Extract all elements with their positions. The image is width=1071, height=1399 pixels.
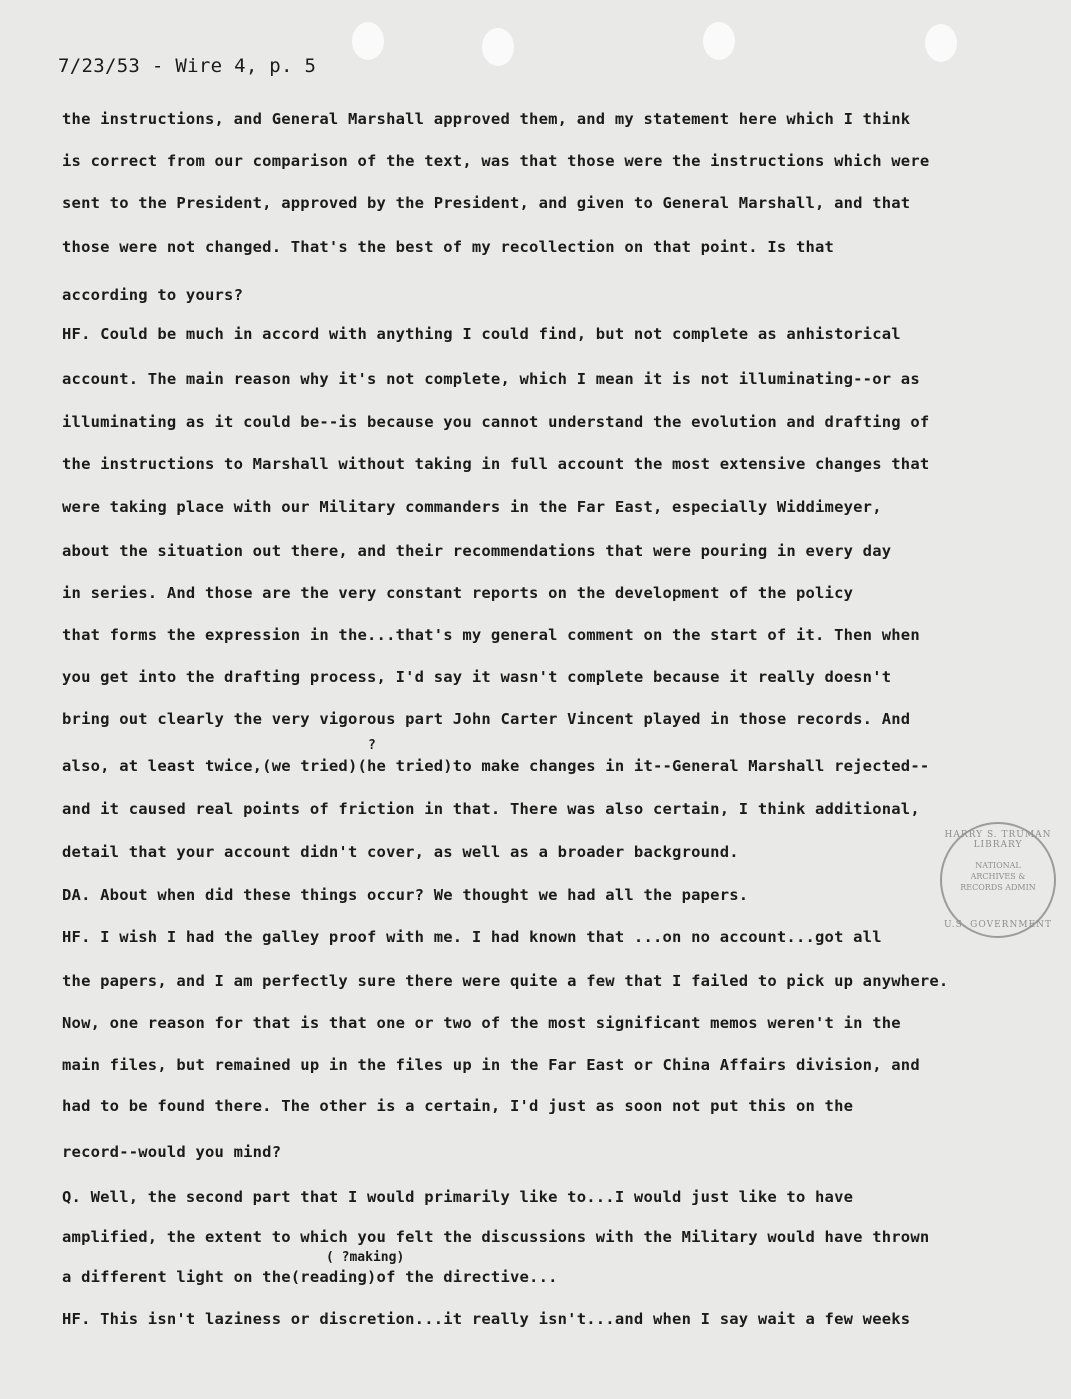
stamp-top-text: HARRY S. TRUMAN LIBRARY <box>944 830 1052 850</box>
text-line: main files, but remained up in the files up in the Far East or China Affairs division, and <box>62 1056 920 1074</box>
stamp-center-text: NATIONAL ARCHIVES & RECORDS ADMIN <box>960 861 1036 892</box>
punch-hole <box>352 22 384 60</box>
text-line: HF. This isn't laziness or discretion...it really isn't...and when I say wait a few weeks <box>62 1310 911 1328</box>
text-line: the instructions, and General Marshall approved them, and my statement here which I think <box>62 110 911 128</box>
page-header: 7/23/53 - Wire 4, p. 5 <box>58 55 317 77</box>
text-line: in series. And those are the very constant reports on the development of the policy <box>62 584 854 602</box>
text-line: were taking place with our Military commanders in the Far East, especially Widdimeyer, <box>62 498 882 516</box>
text-line: Q. Well, the second part that I would primarily like to...I would just like to have <box>62 1188 854 1206</box>
text-line: DA. About when did these things occur? We thought we had all the papers. <box>62 886 749 904</box>
text-line: and it caused real points of friction in that. There was also certain, I think additional, <box>62 800 920 818</box>
text-line: record--would you mind? <box>62 1143 282 1161</box>
text-line: you get into the drafting process, I'd say it wasn't complete because it really doesn't <box>62 668 892 686</box>
text-line: HF. I wish I had the galley proof with me. I had known that ...on no account...got all <box>62 928 882 946</box>
archive-stamp <box>940 822 1056 938</box>
text-line: bring out clearly the very vigorous part John Carter Vincent played in those records. And <box>62 710 911 728</box>
handwritten-question-mark: ? <box>368 738 376 753</box>
text-line: Now, one reason for that is that one or two of the most significant memos weren't in the <box>62 1014 901 1032</box>
text-line: is correct from our comparison of the text, was that those were the instructions which were <box>62 152 930 170</box>
text-line: amplified, the extent to which you felt the discussions with the Military would have thrown <box>62 1228 930 1246</box>
text-line: had to be found there. The other is a certain, I'd just as soon not put this on the <box>62 1097 854 1115</box>
text-line: those were not changed. That's the best of my recollection on that point. Is that <box>62 238 835 256</box>
punch-hole <box>482 28 514 66</box>
text-line: sent to the President, approved by the President, and given to General Marshall, and that <box>62 194 911 212</box>
punch-hole <box>925 24 957 62</box>
text-line: the papers, and I am perfectly sure there were quite a few that I failed to pick up anywhere. <box>62 972 949 990</box>
text-line: a different light on the(reading)of the directive... <box>62 1268 558 1286</box>
text-line: that forms the expression in the...that's my general comment on the start of it. Then when <box>62 626 920 644</box>
text-line: detail that your account didn't cover, as well as a broader background. <box>62 843 739 861</box>
text-line: the instructions to Marshall without taking in full account the most extensive changes that <box>62 455 930 473</box>
text-line: account. The main reason why it's not complete, which I mean it is not illuminating--or as <box>62 370 920 388</box>
stamp-bottom-text: U.S. GOVERNMENT <box>944 920 1052 930</box>
text-line: about the situation out there, and their recommendations that were pouring in every day <box>62 542 892 560</box>
interlinear-correction: ( ?making) <box>326 1250 405 1265</box>
text-line: also, at least twice,(we tried)(he tried)to make changes in it--General Marshall rejected-- <box>62 757 930 775</box>
punch-hole <box>703 22 735 60</box>
text-line: according to yours? <box>62 286 244 304</box>
text-line: HF. Could be much in accord with anything I could find, but not complete as anhistorical <box>62 325 901 343</box>
text-line: illuminating as it could be--is because you cannot understand the evolution and drafting of <box>62 413 930 431</box>
